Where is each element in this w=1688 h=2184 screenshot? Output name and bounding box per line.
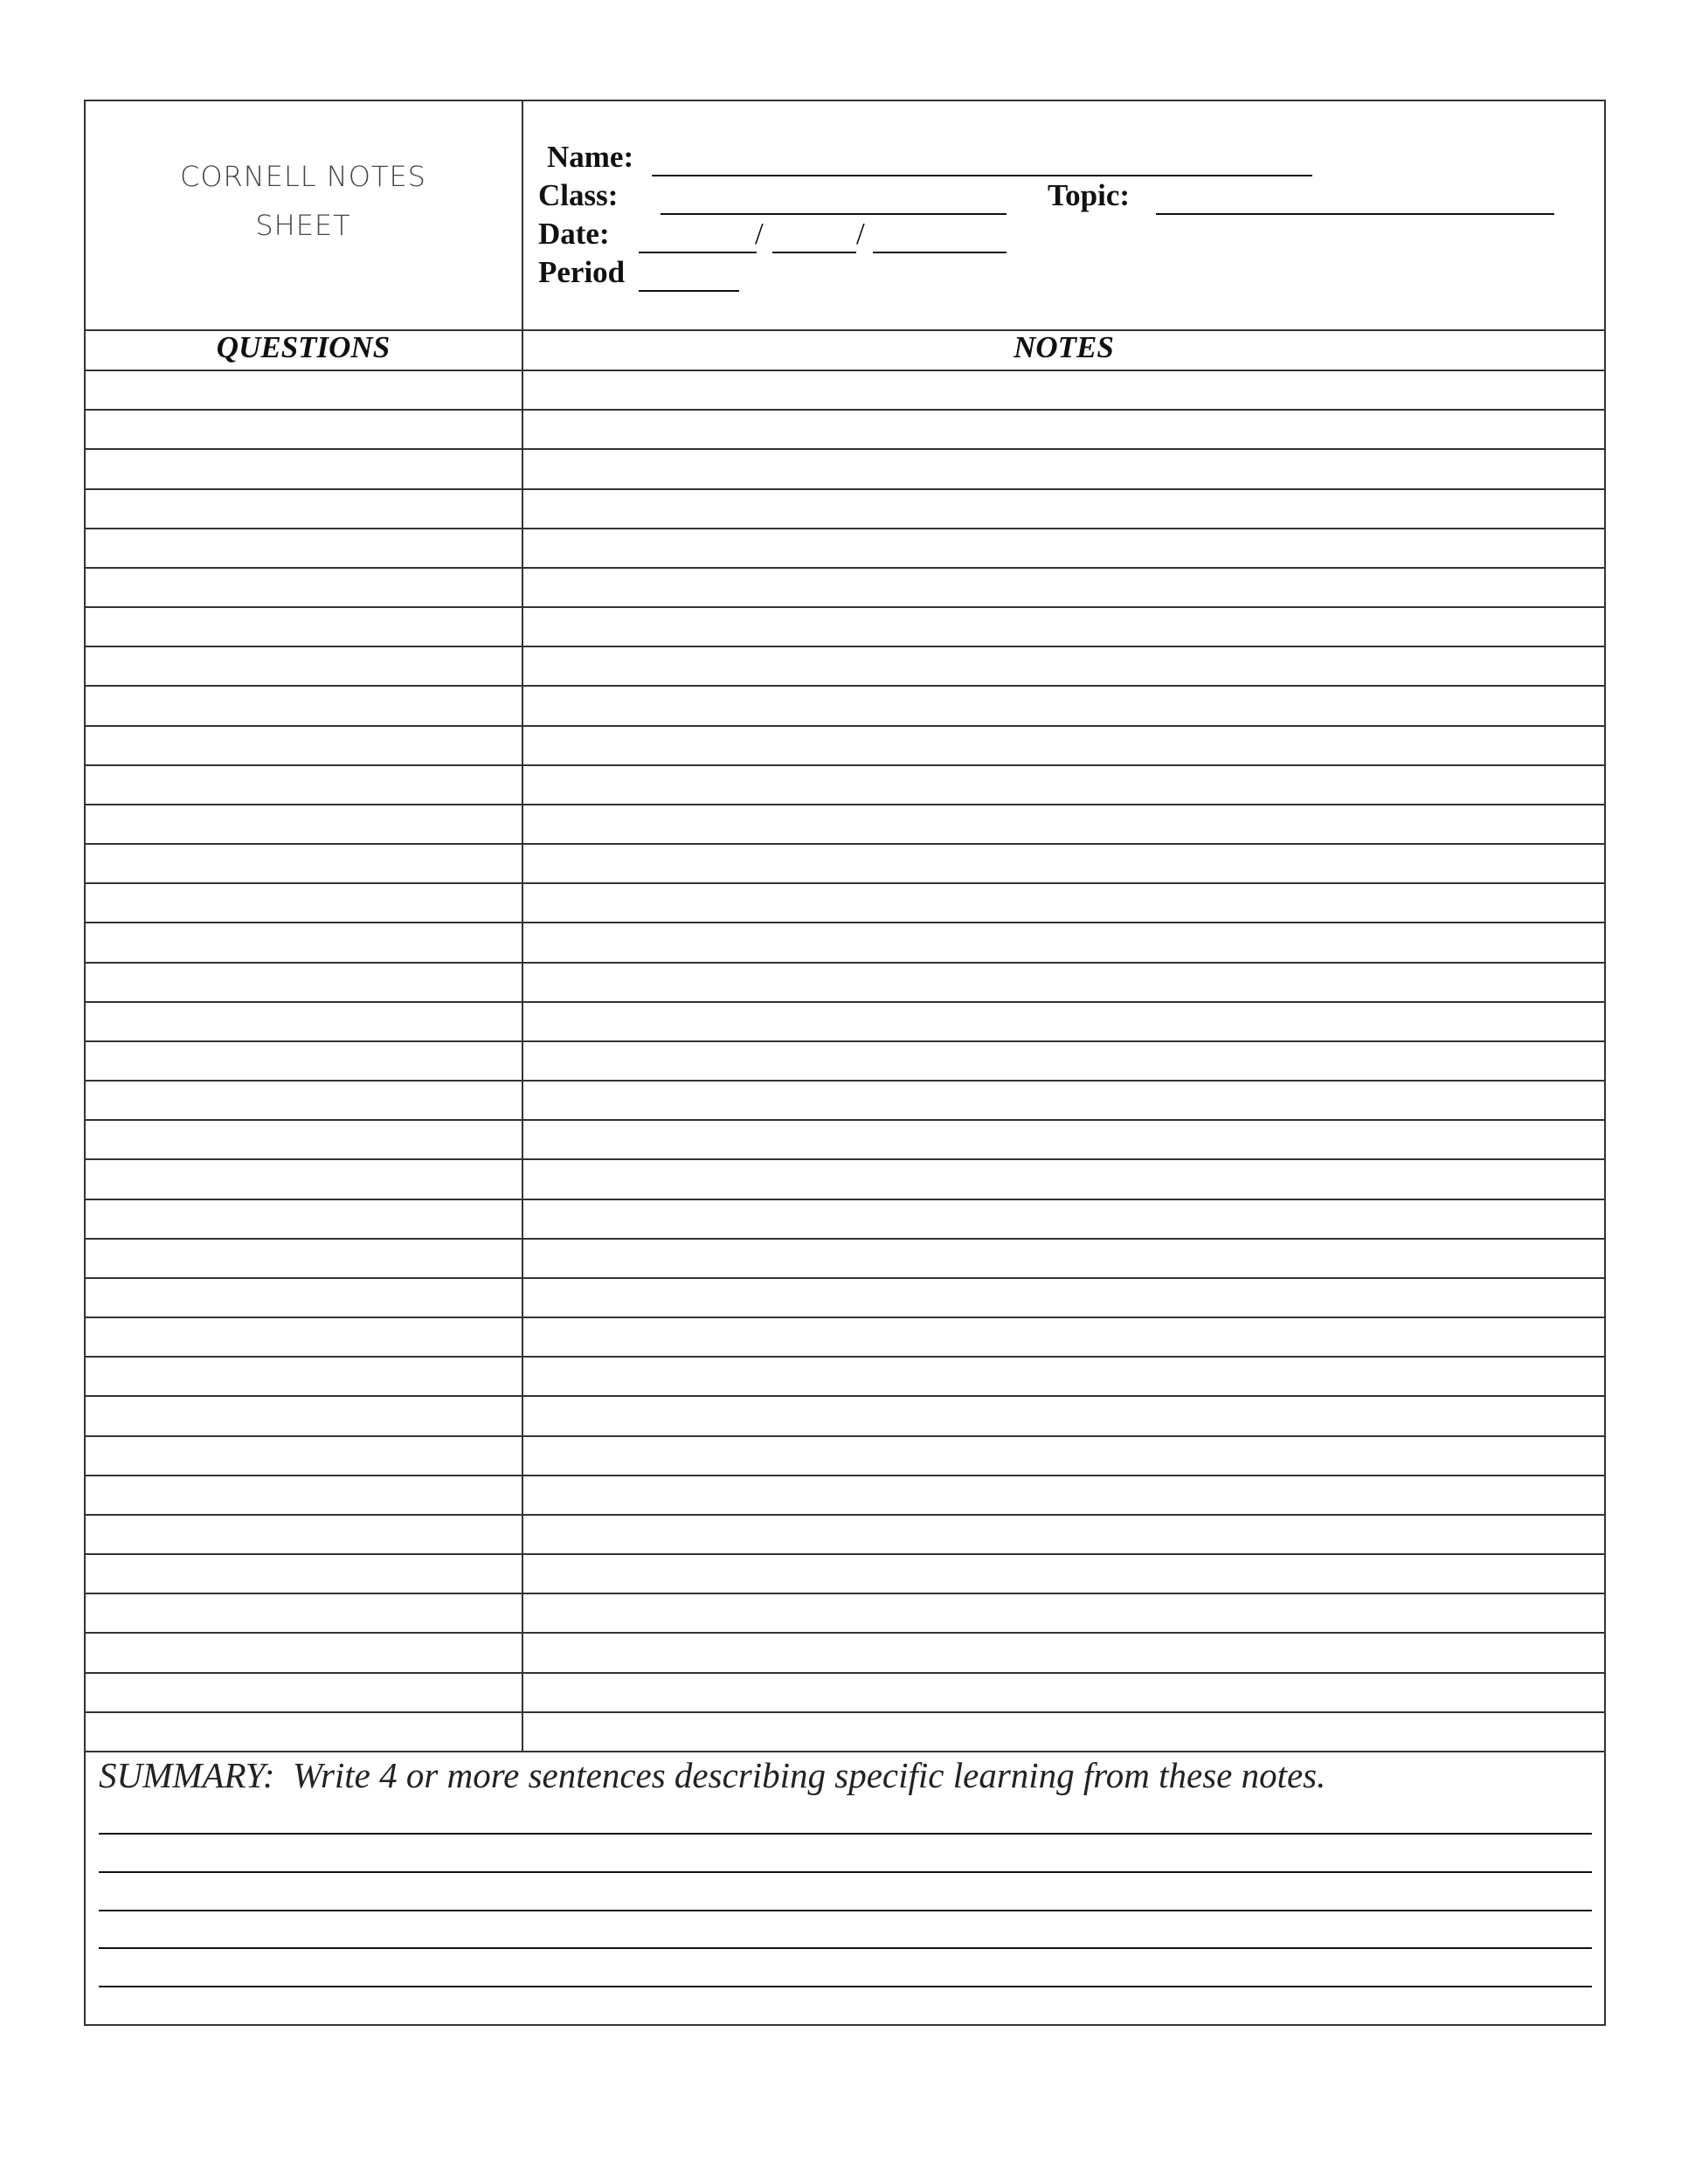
note-row-line — [84, 528, 1606, 529]
note-row-line — [84, 1158, 1606, 1160]
note-row-line — [84, 725, 1606, 727]
note-row-line — [84, 1395, 1606, 1397]
note-row-line — [84, 962, 1606, 964]
note-row-line — [84, 567, 1606, 569]
summary-writing-line[interactable] — [99, 1910, 1592, 1911]
note-row-line — [84, 685, 1606, 687]
note-row-line — [84, 1553, 1606, 1555]
note-row-line — [84, 1711, 1606, 1713]
summary-prompt: SUMMARY: Write 4 or more sentences describing specific learning from these notes. — [99, 1755, 1326, 1795]
note-row-line — [84, 843, 1606, 845]
date-year-field[interactable] — [873, 252, 1007, 253]
period-label: Period — [538, 255, 626, 289]
note-row-line — [84, 1001, 1606, 1003]
summary-writing-line[interactable] — [99, 1871, 1592, 1873]
note-row-line — [84, 1632, 1606, 1634]
note-row-line — [84, 1277, 1606, 1279]
note-row-line — [84, 1356, 1606, 1358]
note-row-line — [84, 370, 1606, 371]
note-row-line — [84, 1672, 1606, 1674]
summary-writing-line[interactable] — [99, 1833, 1592, 1835]
period-field[interactable] — [639, 290, 739, 292]
name-field[interactable] — [652, 175, 1312, 176]
note-row-line — [84, 922, 1606, 923]
class-label: Class: — [538, 178, 619, 212]
topic-label: Topic: — [1048, 178, 1131, 212]
note-row-line — [84, 1593, 1606, 1594]
sheet-title-line1: CORNELL NOTES — [180, 160, 426, 193]
summary-writing-line[interactable] — [99, 1947, 1592, 1949]
note-row-line — [84, 1040, 1606, 1042]
summary-writing-line[interactable] — [99, 1986, 1592, 1987]
note-row-line — [84, 1751, 1606, 1752]
date-separator: / — [856, 217, 865, 251]
date-day-field[interactable] — [772, 252, 856, 253]
header-divider — [84, 329, 1606, 331]
note-row-line — [84, 764, 1606, 766]
column-divider — [522, 100, 523, 1751]
note-row-line — [84, 1317, 1606, 1318]
note-row-line — [84, 804, 1606, 805]
topic-field[interactable] — [1156, 213, 1554, 215]
note-row-line — [84, 1514, 1606, 1516]
date-month-field[interactable] — [639, 252, 757, 253]
note-row-line — [84, 1080, 1606, 1082]
note-row-line — [84, 1199, 1606, 1200]
questions-column-header: QUESTIONS — [216, 330, 391, 364]
name-label: Name: — [547, 140, 634, 174]
note-row-line — [84, 882, 1606, 884]
cornell-notes-frame — [84, 100, 1606, 2026]
sheet-title-line2: SHEET — [255, 209, 351, 242]
note-row-line — [84, 488, 1606, 490]
note-row-line — [84, 646, 1606, 647]
note-row-line — [84, 1435, 1606, 1437]
note-row-line — [84, 606, 1606, 608]
notes-column-header: NOTES — [1013, 330, 1114, 364]
class-field[interactable] — [661, 213, 1007, 215]
note-row-line — [84, 1119, 1606, 1121]
note-row-line — [84, 1475, 1606, 1476]
note-row-line — [84, 409, 1606, 411]
note-row-line — [84, 448, 1606, 450]
date-label: Date: — [538, 217, 610, 251]
date-separator: / — [755, 217, 764, 251]
note-row-line — [84, 1238, 1606, 1240]
